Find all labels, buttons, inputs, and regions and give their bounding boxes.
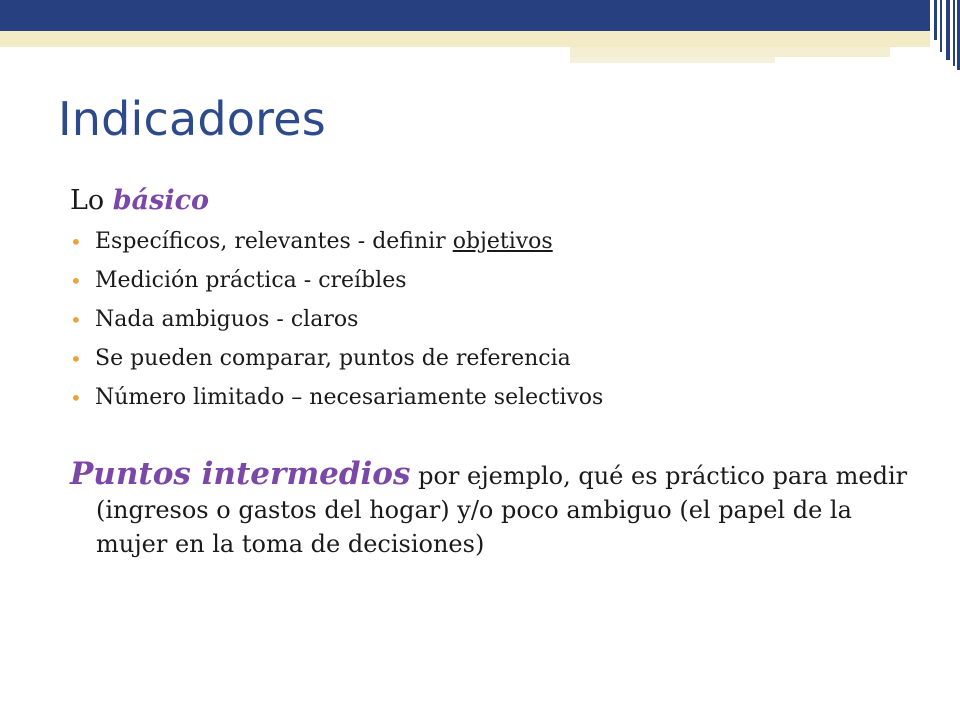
lead-prefix: Lo: [70, 185, 105, 216]
slide-title: Indicadores: [58, 92, 326, 146]
decor-stripe: [934, 0, 937, 40]
decor-stripe: [953, 0, 955, 66]
bullet-item: [70, 346, 920, 372]
bullet-text: Se pueden comparar, puntos de referencia: [95, 346, 571, 371]
paragraph-text: por ejemplo, qué es práctico para medir (ingresos o gastos del hogar) y/o poco ambiguo (el papel de la mujer en la toma de decisiones): [96, 462, 908, 558]
bullet-dot-icon: •: [70, 308, 82, 332]
header-accent-band-3: [570, 57, 775, 63]
paragraph-emphasis: Puntos intermedios: [70, 456, 411, 492]
bullet-item: [70, 268, 920, 294]
header-band: [0, 0, 930, 31]
bullet-underlined-text: objetivos: [452, 229, 553, 254]
intermediate-paragraph: [70, 457, 920, 561]
bullet-item: [70, 229, 920, 255]
bullet-text: Específicos, relevantes - definir: [95, 229, 453, 254]
bullet-dot-icon: •: [70, 269, 82, 293]
header-accent-band-2: [570, 47, 890, 57]
decor-stripe: [940, 0, 942, 52]
header-accent-band: [0, 31, 930, 47]
lead-emphasis: básico: [112, 185, 210, 216]
bullet-item: [70, 307, 920, 333]
bullet-text: Medición práctica - creíbles: [95, 268, 407, 293]
bullet-dot-icon: •: [70, 347, 82, 371]
bullet-list: [70, 229, 920, 411]
bullet-dot-icon: •: [70, 230, 82, 254]
bullet-text: Nada ambiguos - claros: [95, 307, 359, 332]
bullet-dot-icon: •: [70, 386, 82, 410]
slide-body: [70, 183, 920, 561]
lead-line: [70, 183, 920, 219]
bullet-text: Número limitado – necesariamente selectivos: [95, 385, 604, 410]
bullet-item: [70, 385, 920, 411]
decor-stripe: [946, 0, 950, 60]
